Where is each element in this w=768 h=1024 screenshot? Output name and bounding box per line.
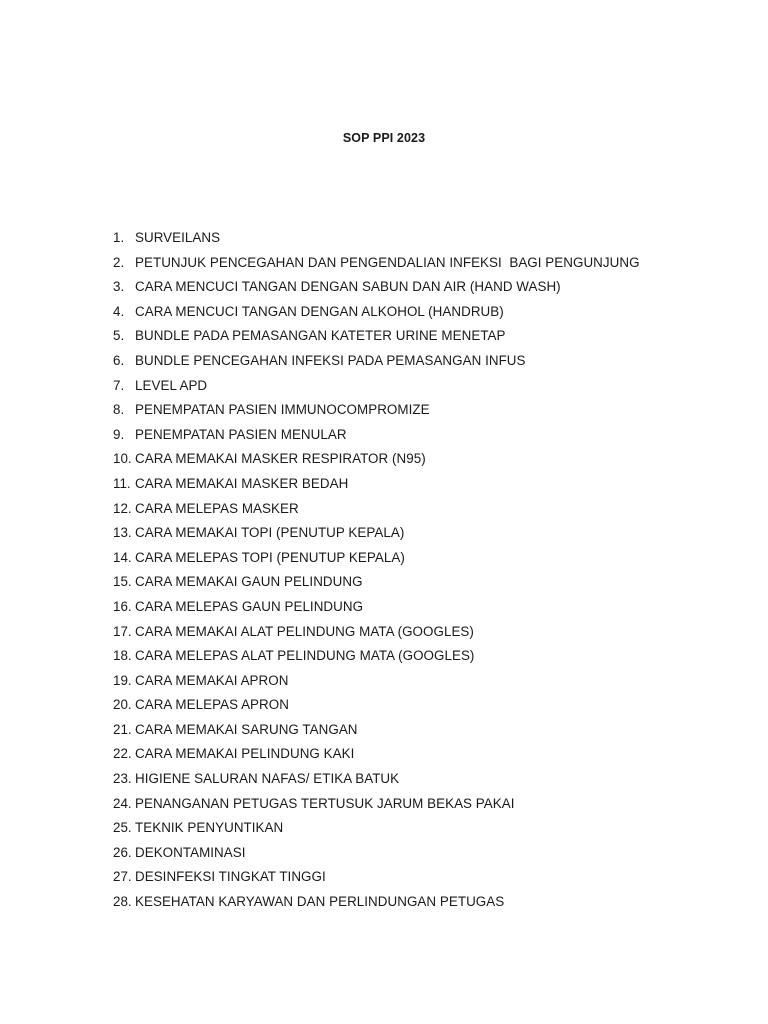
list-item-label: CARA MEMAKAI GAUN PELINDUNG — [135, 574, 363, 590]
sop-list — [113, 229, 640, 918]
list-item-label: CARA MEMAKAI ALAT PELINDUNG MATA (GOOGLES) — [135, 623, 474, 639]
list-item — [113, 352, 640, 377]
list-item-number: 11. — [113, 475, 131, 491]
list-item-number: 12. — [113, 500, 132, 516]
list-item-label: CARA MEMAKAI PELINDUNG KAKI — [135, 746, 355, 762]
list-item — [113, 573, 640, 598]
list-item — [113, 377, 640, 402]
list-item — [113, 819, 640, 844]
list-item-label: CARA MEMAKAI MASKER RESPIRATOR (N95) — [135, 451, 426, 467]
list-item — [113, 475, 640, 500]
list-item-label: BUNDLE PENCEGAHAN INFEKSI PADA PEMASANGAN INFUS — [135, 352, 526, 368]
list-item — [113, 500, 640, 525]
list-item-label: DESINFEKSI TINGKAT TINGGI — [135, 869, 326, 885]
list-item-number: 24. — [113, 795, 132, 811]
list-item — [113, 598, 640, 623]
list-item-label: CARA MEMAKAI SARUNG TANGAN — [135, 721, 358, 737]
list-item — [113, 721, 640, 746]
list-item-label: SURVEILANS — [135, 230, 221, 245]
list-item — [113, 450, 640, 475]
list-item-number: 28. — [113, 894, 132, 910]
list-item-number: 4. — [113, 303, 125, 319]
list-item-label: LEVEL APD — [135, 377, 208, 393]
list-item-label: PENANGANAN PETUGAS TERTUSUK JARUM BEKAS PAKAI — [135, 795, 515, 811]
list-item — [113, 327, 640, 352]
list-item-number: 19. — [113, 672, 132, 688]
list-item-number: 10. — [113, 451, 132, 467]
list-item-number: 3. — [113, 279, 125, 295]
list-item — [113, 623, 640, 648]
list-item — [113, 303, 640, 328]
list-item — [113, 696, 640, 721]
list-item — [113, 795, 640, 820]
list-item-number: 18. — [113, 648, 132, 664]
list-item-number: 13. — [113, 525, 132, 541]
list-item-label: CARA MELEPAS ALAT PELINDUNG MATA (GOOGLES) — [135, 648, 475, 664]
list-item — [113, 770, 640, 795]
list-item-label: HIGIENE SALURAN NAFAS/ ETIKA BATUK — [135, 771, 400, 787]
list-item-number: 16. — [113, 598, 132, 614]
list-item-label: PENEMPATAN PASIEN MENULAR — [135, 426, 347, 442]
list-item-label: CARA MELEPAS GAUN PELINDUNG — [135, 598, 364, 614]
list-item-number: 9. — [113, 426, 125, 442]
list-item — [113, 278, 640, 303]
list-item-number: 21. — [113, 721, 132, 737]
list-item-number: 14. — [113, 549, 132, 565]
list-item — [113, 401, 640, 426]
list-item-number: 25. — [113, 820, 132, 836]
list-item-label: PENEMPATAN PASIEN IMMUNOCOMPROMIZE — [135, 402, 430, 418]
list-item-number: 6. — [113, 352, 125, 368]
list-item — [113, 549, 640, 574]
list-item — [113, 844, 640, 869]
list-item — [113, 229, 640, 254]
list-item-number: 22. — [113, 746, 132, 762]
list-item-number: 1. — [113, 230, 125, 245]
list-item — [113, 745, 640, 770]
list-item-label: CARA MEMAKAI TOPI (PENUTUP KEPALA) — [135, 525, 405, 541]
list-item-number: 23. — [113, 771, 132, 787]
list-item — [113, 426, 640, 451]
list-item-number: 15. — [113, 574, 132, 590]
list-item-label: CARA MELEPAS TOPI (PENUTUP KEPALA) — [135, 549, 405, 565]
list-item-number: 27. — [113, 869, 132, 885]
list-item-number: 17. — [113, 623, 132, 639]
list-item-label: PETUNJUK PENCEGAHAN DAN PENGENDALIAN INFEKSI BAGI PENGUNJUNG — [135, 254, 640, 270]
list-item — [113, 524, 640, 549]
list-item-number: 7. — [113, 377, 125, 393]
list-item-label: CARA MEMAKAI APRON — [135, 672, 289, 688]
list-item-label: CARA MELEPAS APRON — [135, 697, 289, 713]
list-item — [113, 893, 640, 918]
list-item-number: 2. — [113, 254, 125, 270]
page-title: SOP PPI 2023 — [342, 131, 426, 145]
list-item-number: 5. — [113, 328, 125, 344]
list-item — [113, 672, 640, 697]
list-item — [113, 647, 640, 672]
list-item-label: KESEHATAN KARYAWAN DAN PERLINDUNGAN PETUGAS — [135, 894, 505, 910]
list-item-number: 20. — [113, 697, 132, 713]
list-item — [113, 868, 640, 893]
list-item-label: BUNDLE PADA PEMASANGAN KATETER URINE MENETAP — [135, 328, 506, 344]
list-item-label: CARA MENCUCI TANGAN DENGAN ALKOHOL (HANDRUB) — [135, 303, 504, 319]
list-item-label: CARA MEMAKAI MASKER BEDAH — [135, 475, 349, 491]
list-item — [113, 254, 640, 279]
list-item-number: 8. — [113, 402, 125, 418]
list-item-label: DEKONTAMINASI — [135, 844, 246, 860]
list-item-label: CARA MELEPAS MASKER — [135, 500, 299, 516]
list-item-label: CARA MENCUCI TANGAN DENGAN SABUN DAN AIR (HAND WASH) — [135, 279, 561, 295]
list-item-label: TEKNIK PENYUNTIKAN — [135, 820, 284, 836]
list-item-number: 26. — [113, 844, 132, 860]
